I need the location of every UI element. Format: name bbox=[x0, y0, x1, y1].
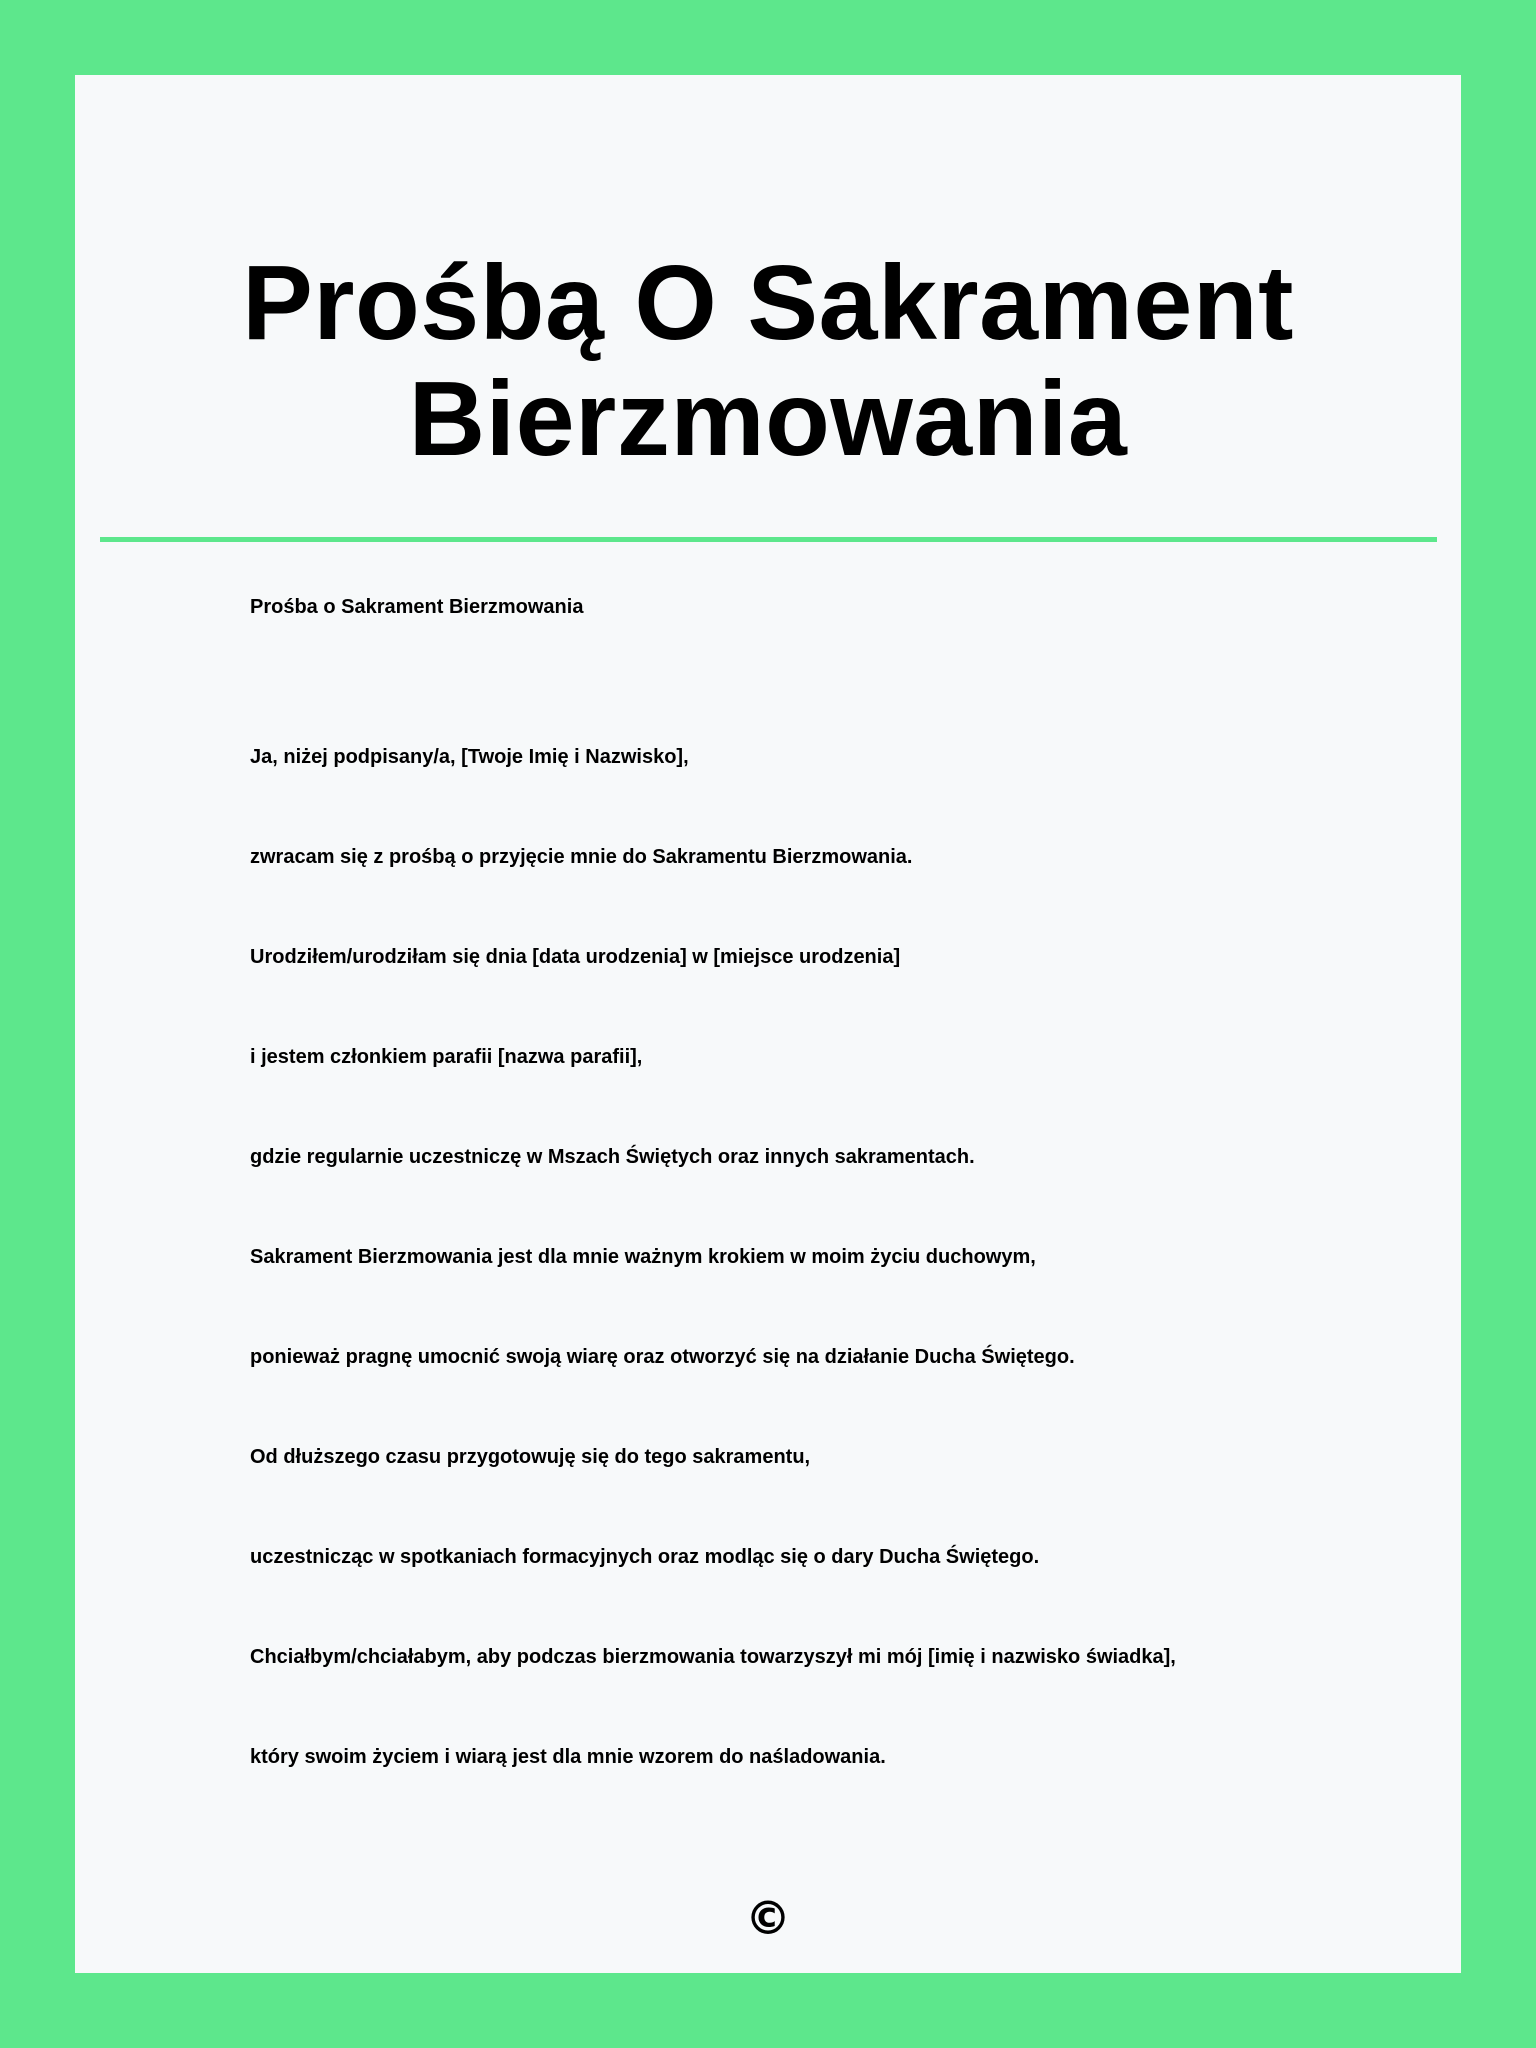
letter-line: uczestnicząc w spotkaniach formacyjnych oraz modląc się o dary Ducha Świętego. bbox=[250, 1546, 1040, 1568]
letter-line: który swoim życiem i wiarą jest dla mnie wzorem do naśladowania. bbox=[250, 1746, 886, 1768]
letter-line: zwracam się z prośbą o przyjęcie mnie do Sakramentu Bierzmowania. bbox=[250, 846, 913, 868]
letter-line: Od dłuższego czasu przygotowuję się do tego sakramentu, bbox=[250, 1446, 811, 1468]
letter-line: ponieważ pragnę umocnić swoją wiarę oraz otworzyć się na działanie Ducha Świętego. bbox=[250, 1346, 1075, 1368]
letter-body bbox=[250, 740, 1350, 1840]
document-heading: Prośba o Sakrament Bierzmowania bbox=[250, 596, 584, 618]
letter-line: Ja, niżej podpisany/a, [Twoje Imię i Nazwisko], bbox=[250, 746, 689, 768]
letter-line: gdzie regularnie uczestniczę w Mszach Świętych oraz innych sakramentach. bbox=[250, 1146, 975, 1168]
letter-line: Urodziłem/urodziłam się dnia [data urodzenia] w [miejsce urodzenia] bbox=[250, 946, 901, 968]
document-page bbox=[75, 75, 1461, 1973]
page-title: Prośbą O Sakrament Bierzmowania bbox=[242, 244, 1294, 478]
copyright-icon: © bbox=[745, 1891, 791, 1945]
letter-line: Sakrament Bierzmowania jest dla mnie ważnym krokiem w moim życiu duchowym, bbox=[250, 1246, 1036, 1268]
title-divider bbox=[100, 537, 1437, 542]
letter-line: Chciałbym/chciałabym, aby podczas bierzmowania towarzyszył mi mój [imię i nazwisko świadka], bbox=[250, 1646, 1176, 1668]
letter-line: i jestem członkiem parafii [nazwa parafii], bbox=[250, 1046, 643, 1068]
